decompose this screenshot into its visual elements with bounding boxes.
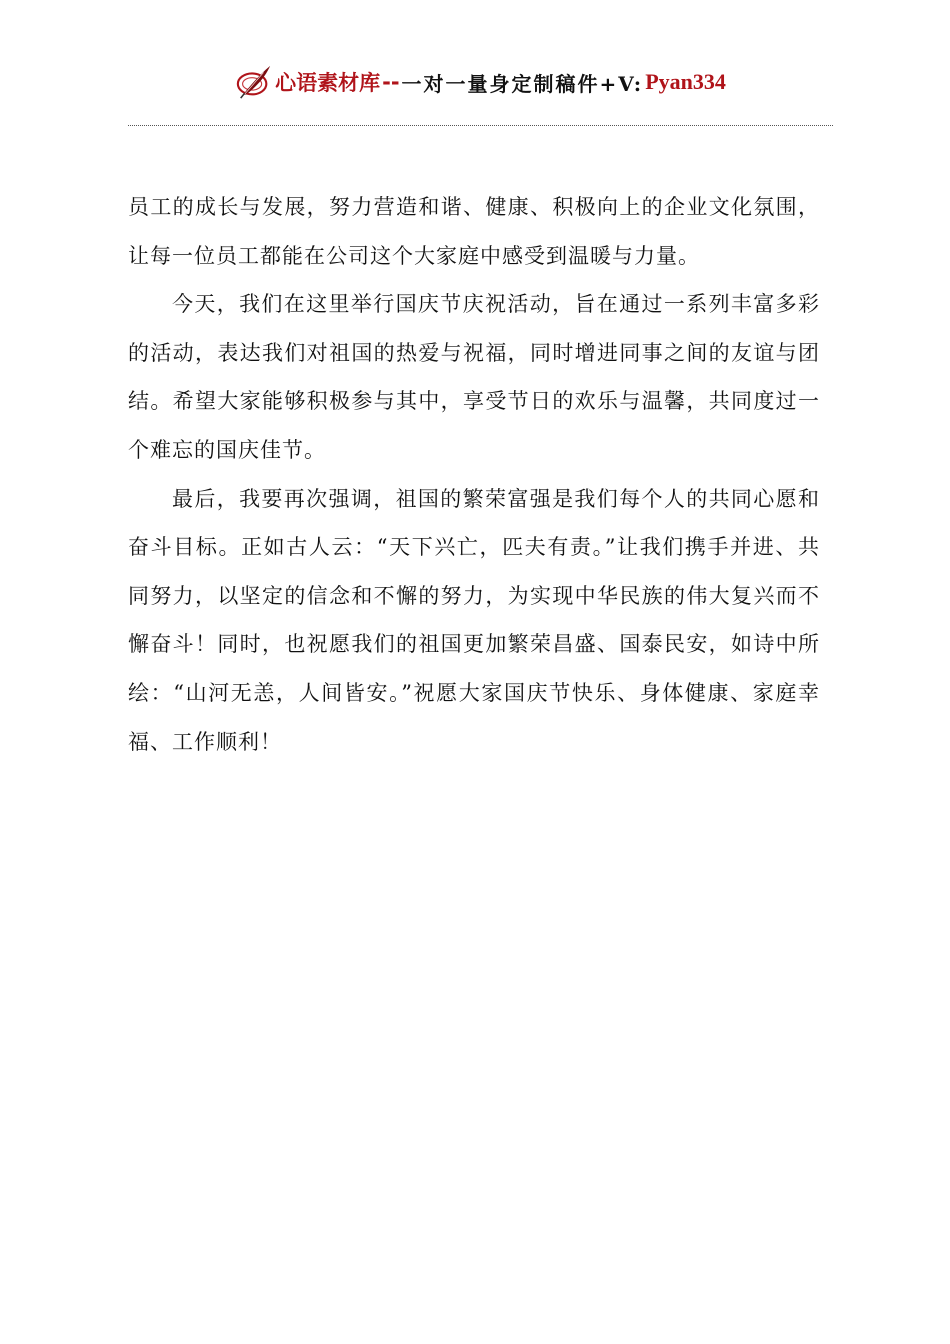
paragraph-1: 员工的成长与发展，努力营造和谐、健康、积极向上的企业文化氛围，让每一位员工都能在公司这个大家庭中感受到温暖与力量。 [128,195,820,268]
paragraph-3: 最后，我要再次强调，祖国的繁荣富强是我们每个人的共同心愿和奋斗目标。正如古人云：“天下兴亡，匹夫有责。”让我们携手并进、共同努力，以坚定的信念和不懈的努力，为实现中华民族的伟大复兴而不懈奋斗！同时，也祝愿我们的祖国更加繁荣昌盛、国泰民安，如诗中所绘：“山河无恙，人间皆安。”祝愿大家国庆节快乐、身体健康、家庭幸福、工作顺利！ [128,486,820,754]
header-separator: -- [382,70,400,94]
document-body [128,183,820,766]
header-tagline: 一对一量身定制稿件+V: [401,71,644,96]
paragraph-2: 今天，我们在这里举行国庆节庆祝活动，旨在通过一系列丰富多彩的活动，表达我们对祖国的热爱与祝福，同时增进同事之间的友谊与团结。希望大家能够积极参与其中，享受节日的欢乐与温馨，共同度过一个难忘的国庆佳节。 [128,292,820,462]
page-header [128,60,833,104]
header-divider [128,125,833,126]
quill-pen-logo-icon [235,63,273,101]
contact-id: Pyan334 [645,69,726,94]
brand-name: 心语素材库 [275,70,381,95]
